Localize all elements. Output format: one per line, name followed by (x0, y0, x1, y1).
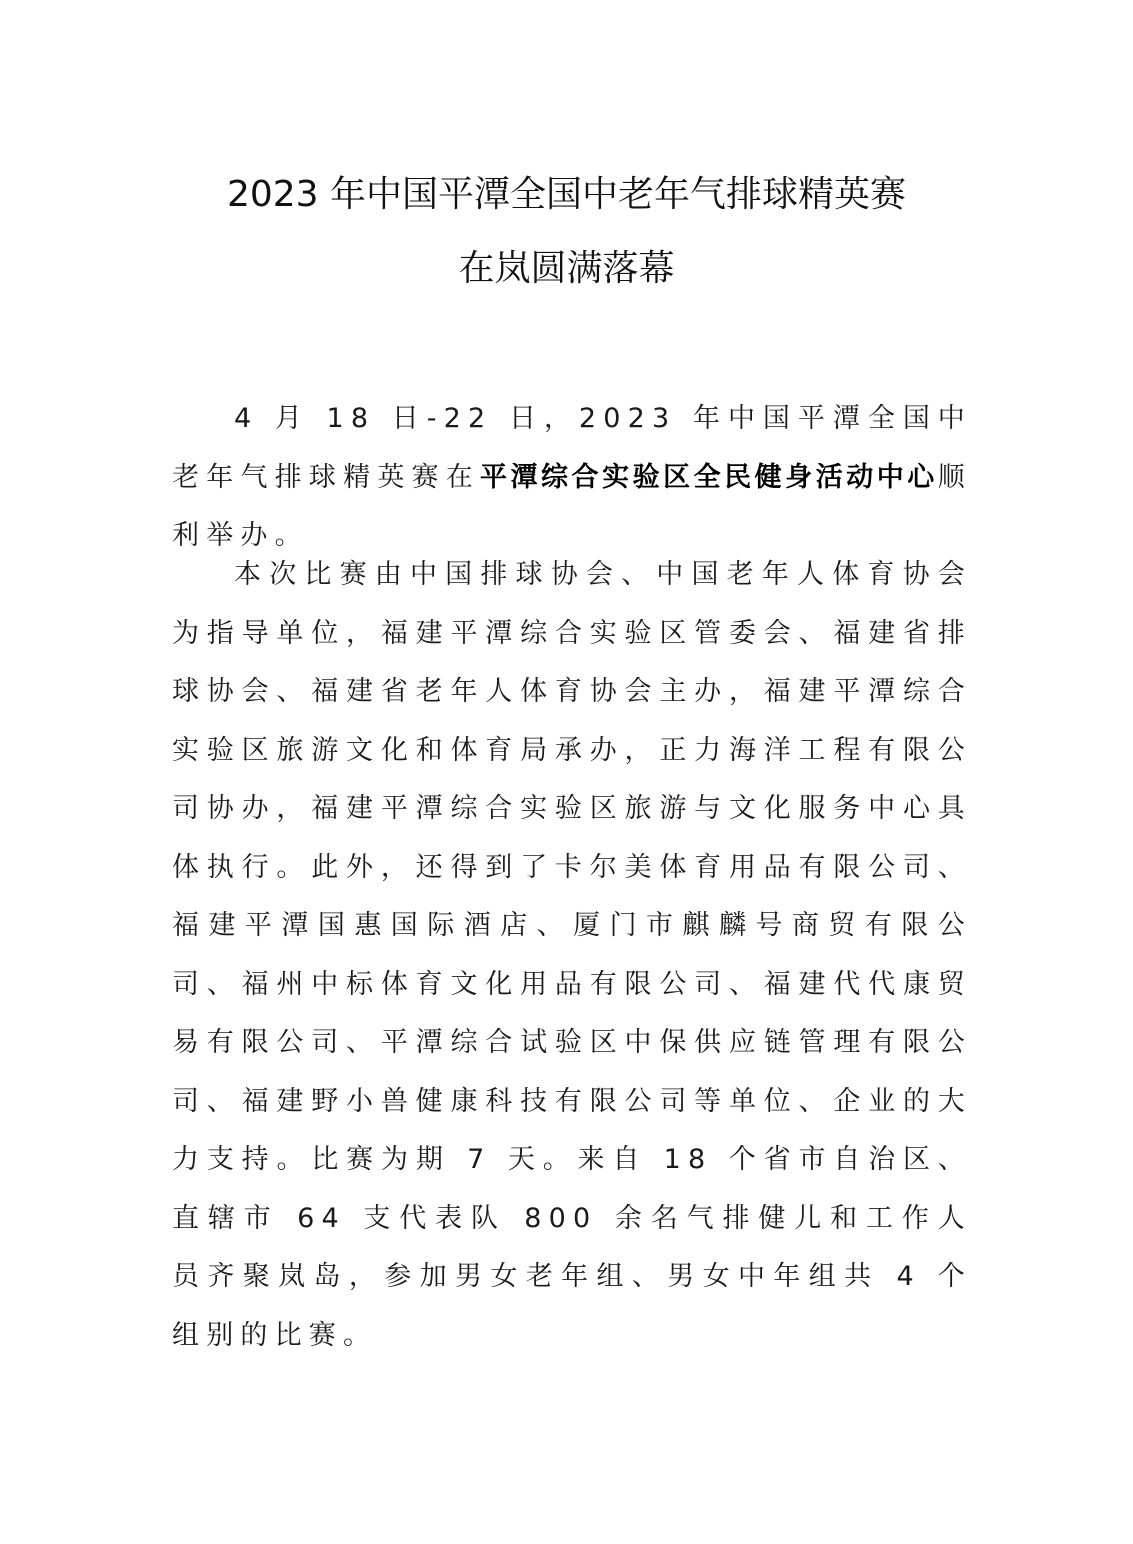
venue-name: 平潭综合实验区全民健身活动中心 (479, 461, 938, 493)
document-title-line-2: 在岚圆满落幕 (458, 248, 675, 289)
document-title-line-1: 2023 年中国平潭全国中老年气排球精英赛 (226, 174, 907, 215)
paragraph-1-text-before: 4 月 18 日-22 日，2023 年中国平潭全国中老年气排球精英赛在 (172, 403, 972, 493)
paragraph-2: 本次比赛由中国排球协会、中国老年人体育协会为指导单位，福建平潭综合实验区管委会、福建省排球协会、福建省老年人体育协会主办，福建平潭综合实验区旅游文化和体育局承办，正力海洋工程有限公司协办，福建平潭综合实验区旅游与文化服务中心具体执行。此外，还得到了卡尔美体育用品有限公司、福建平潭国惠国际酒店、厦门市麒麟号商贸有限公司、福州中标体育文化用品有限公司、福建代代康贸易有限公司、平潭综合试验区中保供应链管理有限公司、福建野小兽健康科技有限公司等单位、企业的大力支持。比赛为期 7 天。来自 18 个省市自治区、直辖市 64 支代表队 800 余名气排健儿和工作人员齐聚岚岛，参加男女老年组、男女中年组共 4 个组别的比赛。 (172, 559, 972, 1351)
paragraph-1-text-after: 顺利举办。 (172, 461, 972, 551)
paragraph-1 (172, 390, 972, 566)
